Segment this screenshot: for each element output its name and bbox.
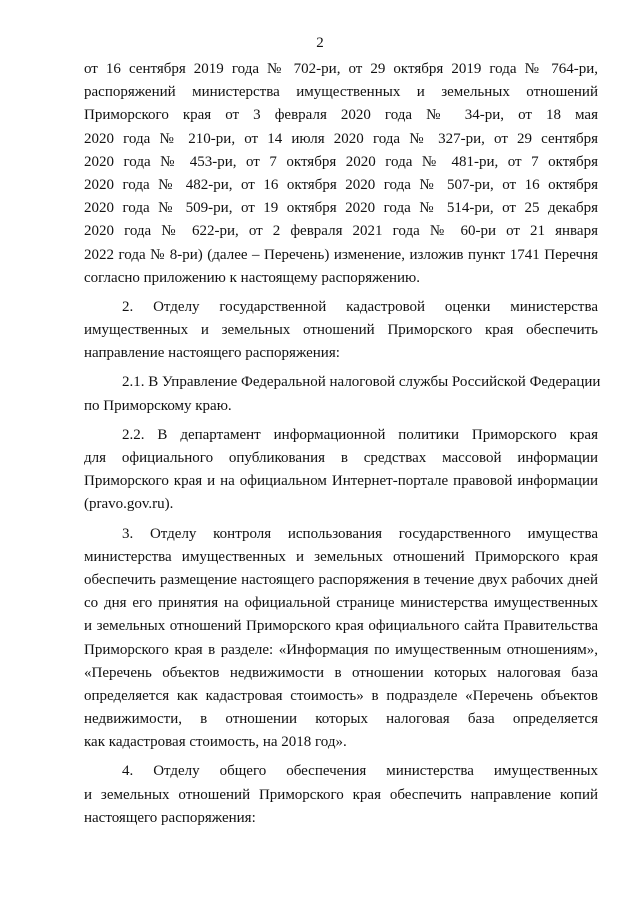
text-line: 4. Отделу общего обеспечения министерства имущественных [122, 763, 598, 780]
text-line: 2020 года № 622-ри, от 2 февраля 2021 года № 60-ри от 21 января [84, 223, 598, 240]
text-line: 2022 года № 8-ри) (далее – Перечень) изменение, изложив пункт 1741 Перечня [84, 246, 598, 263]
text-line: недвижимости, в отношении которых налоговая база определяется [84, 711, 598, 728]
text-line: 2020 года № 482-ри, от 16 октября 2020 года № 507-ри, от 16 октября [84, 176, 598, 193]
text-line: Приморского края в разделе: «Информация по имущественным отношениям», [84, 641, 598, 658]
paragraph-item-2-2 [84, 424, 598, 517]
text-line: и земельных отношений Приморского края официального сайта Правительства [84, 618, 598, 635]
text-line: Приморского края и на официальном Интернет-портале правовой информации [84, 473, 598, 490]
text-line: Приморского края от 3 февраля 2020 года № 34-ри, от 18 мая [84, 107, 598, 124]
text-line: 2.1. В Управление Федеральной налоговой службы Российской Федерации [122, 374, 601, 391]
paragraph-item-3 [84, 523, 598, 755]
text-line: как кадастровая стоимость, на 2018 год». [84, 734, 347, 751]
page-number: 2 [316, 35, 324, 51]
paragraph-item-4 [84, 760, 598, 830]
paragraph-item-2-1 [84, 371, 601, 417]
text-line: 2020 года № 453-ри, от 7 октября 2020 года № 481-ри, от 7 октября [84, 153, 598, 170]
text-line: распоряжений министерства имущественных и земельных отношений [84, 84, 598, 101]
paragraph-item-2 [84, 296, 598, 366]
paragraph-continuation [84, 58, 598, 290]
text-line: имущественных и земельных отношений Приморского края обеспечить [84, 322, 598, 339]
text-line: настоящего распоряжения: [84, 809, 256, 826]
text-line: 3. Отделу контроля использования государственного имущества [122, 525, 598, 542]
text-line: для официального опубликования в средствах массовой информации [84, 450, 598, 466]
text-line: 2. Отделу государственной кадастровой оценки министерства [122, 298, 598, 315]
text-line: от 16 сентября 2019 года № 702-ри, от 29 октября 2019 года № 764-ри, [84, 61, 598, 77]
text-line: по Приморскому краю. [84, 397, 232, 414]
text-line: «Перечень объектов недвижимости в отношении которых налоговая база [84, 664, 598, 681]
text-line: со дня его принятия на официальной странице министерства имущественных [84, 595, 598, 612]
text-line: министерства имущественных и земельных отношений Приморского края [84, 548, 598, 565]
text-line: 2020 года № 210-ри, от 14 июля 2020 года № 327-ри, от 29 сентября [84, 130, 598, 147]
text-line: обеспечить размещение настоящего распоряжения в течение двух рабочих дней [84, 571, 598, 588]
text-line: определяется как кадастровая стоимость» в подразделе «Перечень объектов [84, 687, 598, 704]
text-line: и земельных отношений Приморского края обеспечить направление копий [84, 786, 598, 803]
text-line: направление настоящего распоряжения: [84, 345, 340, 362]
text-line: 2.2. В департамент информационной политики Приморского края [122, 426, 598, 443]
text-line: 2020 года № 509-ри, от 19 октября 2020 года № 514-ри, от 25 декабря [84, 200, 598, 217]
text-line: согласно приложению к настоящему распоряжению. [84, 269, 421, 286]
text-line: (pravo.gov.ru). [84, 496, 174, 513]
document-body [84, 58, 601, 830]
